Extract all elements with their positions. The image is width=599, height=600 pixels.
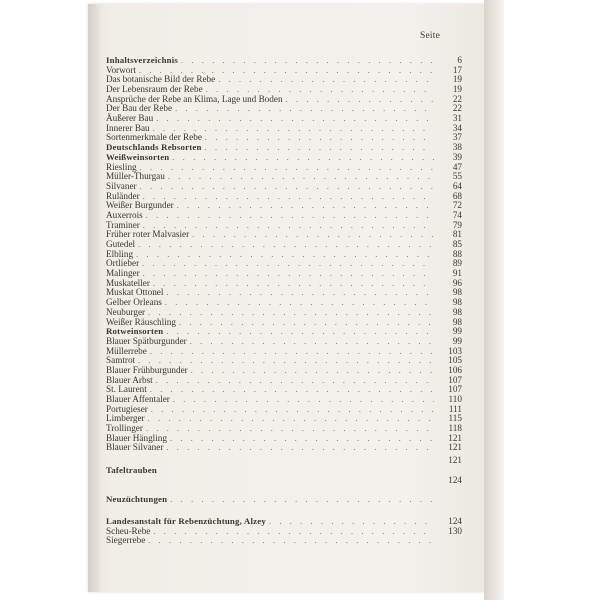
toc-entry-page: 6 (457, 54, 462, 65)
toc-entry-page: 121 (448, 442, 462, 453)
dot-leader (156, 114, 434, 124)
toc-entry-title: Müller-Thurgau (106, 171, 165, 182)
toc-entry-page: 31 (452, 113, 462, 124)
table-of-contents (106, 56, 462, 546)
toc-entry-title: Das botanische Bild der Rebe (106, 74, 216, 85)
toc-entry-page: 98 (452, 316, 462, 327)
toc-entry-page: 99 (452, 335, 462, 346)
toc-entry-page: 115 (448, 413, 462, 424)
toc-entry (106, 240, 462, 250)
toc-entry-title: Silvaner (106, 180, 137, 191)
toc-entry (106, 395, 462, 405)
toc-entry (106, 376, 462, 386)
toc-entry (106, 366, 462, 376)
toc-entry-page: 96 (452, 277, 462, 288)
toc-entry (106, 104, 462, 114)
toc-entry-page: 19 (452, 84, 462, 95)
toc-entry-page: 105 (448, 355, 462, 366)
toc-entry-title: Vorwort (106, 64, 136, 75)
toc-entry-title: Riesling (106, 161, 137, 172)
toc-entry-page: 98 (452, 287, 462, 298)
toc-entry-title: Blauer Silvaner (106, 442, 164, 453)
toc-entry (106, 114, 462, 124)
toc-entry (106, 259, 462, 269)
dot-leader (173, 395, 434, 405)
toc-entry (106, 337, 462, 347)
dot-leader (146, 211, 434, 221)
toc-entry-title: Muskateller (106, 277, 150, 288)
toc-entry-title: Der Bau der Rebe (106, 103, 173, 114)
toc-entry-page: 121 (448, 455, 462, 466)
toc-entry-title: Sortenmerkmale der Rebe (106, 132, 202, 143)
dot-leader (166, 327, 434, 337)
dot-leader (150, 347, 434, 357)
dot-leader (170, 495, 434, 505)
dot-leader (138, 240, 434, 250)
dot-leader (140, 163, 434, 173)
page-fold-shadow (88, 4, 102, 592)
toc-entry-page: 55 (452, 171, 462, 182)
toc-entry (106, 536, 462, 546)
toc-entry-title: Deutschlands Rebsorten (106, 142, 202, 153)
dot-leader (146, 424, 434, 434)
toc-entry (106, 172, 462, 182)
toc-entry (106, 230, 462, 240)
toc-entry-title: Blauer Arbst (106, 374, 153, 385)
dot-leader (148, 308, 434, 318)
dot-leader (140, 182, 434, 192)
toc-entry-page: 68 (452, 190, 462, 201)
toc-entry-page: 81 (452, 229, 462, 240)
toc-entry (106, 298, 462, 308)
dot-leader (150, 385, 434, 395)
toc-entry (106, 269, 462, 279)
dot-leader (179, 318, 434, 328)
toc-entry-page: 91 (452, 268, 462, 279)
dot-leader (148, 414, 434, 424)
toc-entry (106, 405, 462, 415)
toc-entry-title: Weißer Räuschling (106, 316, 176, 327)
toc-entry-page: 107 (448, 384, 462, 395)
dot-leader (175, 104, 434, 114)
toc-entry-page: 85 (452, 239, 462, 250)
toc-entry-title: Gutedel (106, 239, 136, 250)
toc-entry-title: Traminer (106, 219, 140, 230)
toc-entry-title: Innerer Bau (106, 122, 150, 133)
dot-leader (142, 259, 434, 269)
toc-entry-page: 37 (452, 132, 462, 143)
toc-entry-page: 89 (452, 258, 462, 269)
toc-entry-page: 106 (448, 364, 462, 375)
dot-leader (218, 75, 434, 85)
toc-entry-title: Äußerer Bau (106, 113, 154, 124)
dot-leader (136, 250, 434, 260)
toc-entry (106, 444, 462, 454)
toc-entry-title: Neuburger (106, 306, 146, 317)
toc-entry-title: Siegerrebe (106, 535, 146, 546)
toc-entry-page: 118 (448, 423, 462, 434)
dot-leader (165, 298, 434, 308)
toc-entry (106, 201, 462, 211)
toc-entry-title: Weißweinsorten (106, 151, 170, 162)
dot-leader (151, 405, 434, 415)
toc-entry-page: 121 (448, 432, 462, 443)
toc-entry (106, 182, 462, 192)
dot-leader (177, 201, 434, 211)
toc-entry-title: Früher roter Malvasier (106, 229, 190, 240)
book-page (88, 4, 484, 592)
toc-entry-page: 98 (452, 306, 462, 317)
toc-entry-title: Neuzüchtungen (106, 494, 168, 505)
dot-leader (148, 536, 434, 546)
toc-entry-title: St. Laurent (106, 384, 147, 395)
toc-entry-page: 110 (448, 394, 462, 405)
toc-entry-title: Müllerrebe (106, 345, 147, 356)
toc-entry-page: 107 (448, 374, 462, 385)
toc-entry (106, 211, 462, 221)
toc-entry (106, 466, 462, 476)
toc-entry-title: Limberger (106, 413, 145, 424)
toc-entry-page: 111 (448, 403, 462, 414)
page-column-header: Seite (420, 31, 440, 41)
toc-entry (106, 456, 462, 466)
dot-leader (153, 279, 434, 289)
toc-entry (106, 517, 462, 527)
toc-entry-title: Blauer Affentaler (106, 394, 170, 405)
toc-entry-title: Elbling (106, 248, 134, 259)
dot-leader (269, 517, 434, 527)
toc-entry-page: 64 (452, 180, 462, 191)
toc-entry-title: Trollinger (106, 423, 143, 434)
toc-entry-title: Blauer Frühburgunder (106, 364, 188, 375)
toc-entry-page: 47 (452, 161, 462, 172)
dot-leader (205, 133, 434, 143)
toc-entry-page: 72 (452, 200, 462, 211)
toc-entry (106, 153, 462, 163)
toc-entry-title: Tafeltrauben (106, 464, 157, 475)
dot-leader (168, 172, 434, 182)
dot-leader (170, 434, 434, 444)
toc-entry-title: Landesanstalt für Rebenzüchtung, Alzey (106, 515, 266, 526)
dot-leader (153, 527, 434, 537)
dot-leader (172, 153, 434, 163)
dot-leader (191, 366, 434, 376)
toc-entry-title: Rotweinsorten (106, 326, 164, 337)
dot-leader (166, 288, 434, 298)
toc-entry-page: 38 (452, 142, 462, 153)
dot-leader (190, 337, 434, 347)
dot-leader (192, 230, 434, 240)
toc-entry-page: 34 (452, 122, 462, 133)
toc-entry-page: 88 (452, 248, 462, 259)
toc-entry-title: Ansprüche der Rebe an Klima, Lage und Boden (106, 93, 283, 104)
dot-leader (286, 95, 434, 105)
toc-entry-title: Auxerrois (106, 209, 143, 220)
toc-entry-title: Der Lebensraum der Rebe (106, 84, 203, 95)
toc-entry-page: 22 (452, 93, 462, 104)
toc-entry-title: Ruländer (106, 190, 140, 201)
toc-entry (106, 250, 462, 260)
dot-leader (205, 143, 434, 153)
toc-entry-title: Blauer Hängling (106, 432, 167, 443)
dot-leader (143, 269, 434, 279)
toc-entry-page: 98 (452, 297, 462, 308)
toc-entry-page: 99 (452, 326, 462, 337)
toc-entry-page: 17 (452, 64, 462, 75)
toc-entry-title: Muskat Ottonel (106, 287, 164, 298)
toc-entry-page: 79 (452, 219, 462, 230)
toc-entry-title: Portugieser (106, 403, 148, 414)
book-spine-edge (484, 0, 504, 600)
toc-entry-page: 124 (448, 515, 462, 526)
dot-leader (166, 443, 434, 453)
dot-leader (143, 192, 434, 202)
toc-entry (106, 476, 462, 486)
toc-entry (106, 414, 462, 424)
toc-entry-title: Gelber Orleans (106, 297, 162, 308)
toc-entry-page: 74 (452, 209, 462, 220)
dot-leader (156, 376, 434, 386)
toc-entry-title: Scheu-Rebe (106, 525, 151, 536)
toc-entry (106, 495, 462, 505)
toc-entry-title: Samtrot (106, 355, 136, 366)
toc-entry-page: 130 (448, 525, 462, 536)
toc-entry-title: Blauer Spätburgunder (106, 335, 187, 346)
toc-entry-page: 19 (452, 74, 462, 85)
toc-entry-title: Malinger (106, 268, 140, 279)
toc-entry-title: Ortlieber (106, 258, 140, 269)
toc-entry (106, 347, 462, 357)
toc-entry-title: Weißer Burgunder (106, 200, 174, 211)
toc-entry (106, 527, 462, 537)
toc-entry-page: 103 (448, 345, 462, 356)
dot-leader (181, 56, 434, 66)
toc-entry (106, 56, 462, 66)
toc-entry-page: 22 (452, 103, 462, 114)
toc-entry-page: 124 (448, 474, 462, 485)
toc-entry-page: 39 (452, 151, 462, 162)
toc-entry-title: Inhaltsverzeichnis (106, 54, 179, 65)
